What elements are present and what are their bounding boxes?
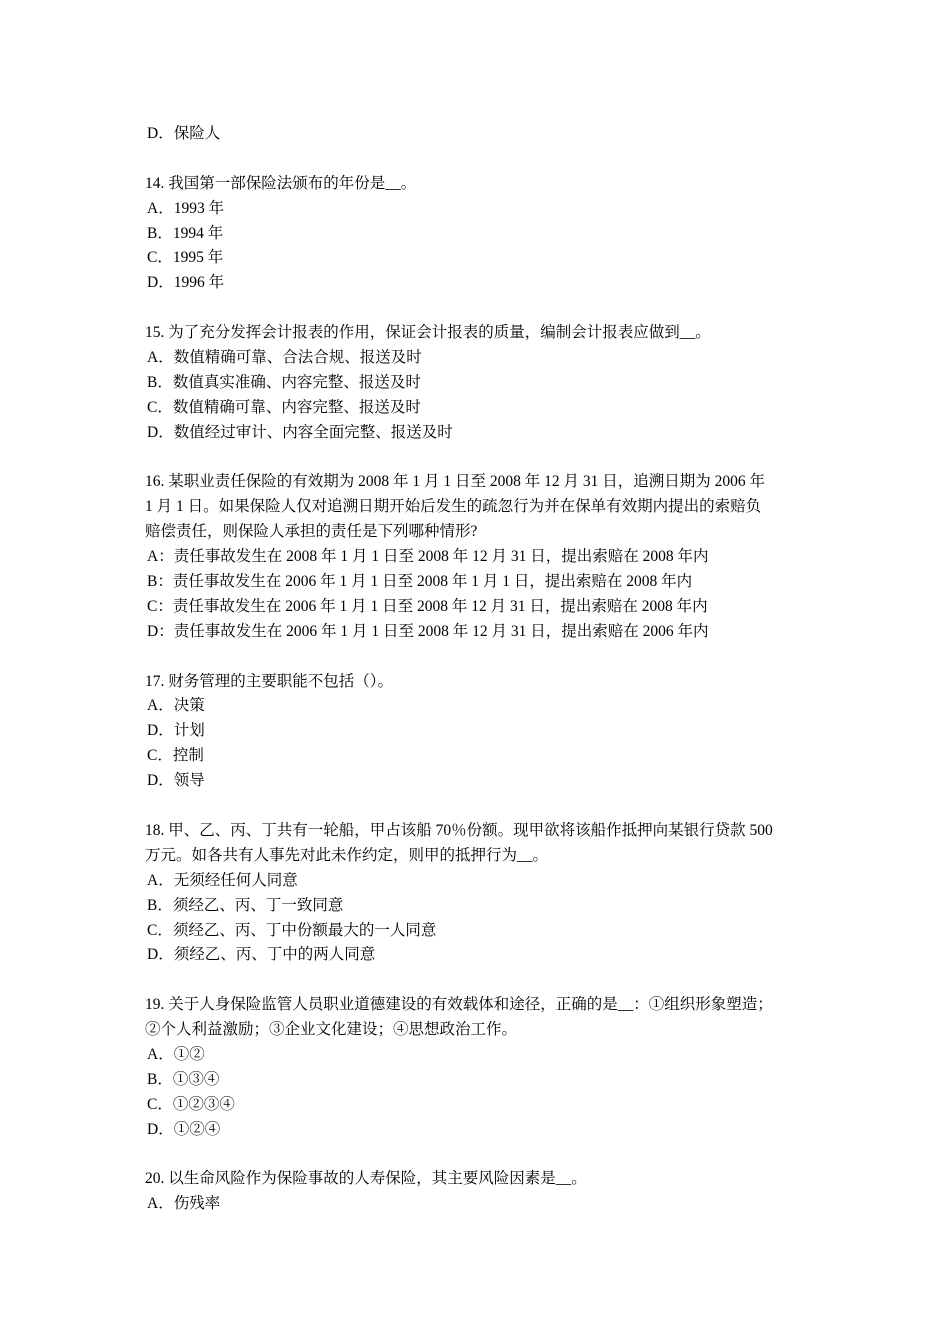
spacer [145,968,815,993]
question-17 [145,670,815,794]
option-b: B：责任事故发生在 2006 年 1 月 1 日至 2008 年 1 月 1 日，提出索赔在 2008 年内 [147,573,693,591]
question-stem: 17. 财务管理的主要职能不包括（）。 [145,672,394,690]
question-20 [145,1167,815,1217]
question-stem: 19. 关于人身保险监管人员职业道德建设的有效载体和途径，正确的是__：①组织形象塑造； [145,996,773,1014]
spacer [145,296,815,321]
spacer [145,147,815,172]
spacer [145,1143,815,1168]
question-stem: 16. 某职业责任保险的有效期为 2008 年 1 月 1 日至 2008 年 12 月 31 日，追溯日期为 2006 年 [145,473,766,491]
option-d: D．1996 年 [147,274,225,292]
option-c: C．数值精确可靠、内容完整、报送及时 [147,398,421,416]
option-a: A：责任事故发生在 2008 年 1 月 1 日至 2008 年 12 月 31 日，提出索赔在 2008 年内 [147,548,709,566]
option-c: C．①②③④ [147,1095,235,1113]
question-list [145,122,815,1217]
question-stem-continued: ②个人利益激励；③企业文化建设；④思想政治工作。 [145,1021,518,1039]
option-c: C．1995 年 [147,249,224,267]
option-d: D．须经乙、丙、丁中的两人同意 [147,946,376,964]
question-19 [145,993,815,1142]
option-d: D：责任事故发生在 2006 年 1 月 1 日至 2008 年 12 月 31 日，提出索赔在 2006 年内 [147,622,709,640]
option-d: D．领导 [147,772,205,790]
option-b: B．数值真实准确、内容完整、报送及时 [147,373,421,391]
option-b: B．①③④ [147,1070,220,1088]
question-18 [145,819,815,968]
question-stem-continued: 赔偿责任，则保险人承担的责任是下列哪种情形? [145,523,478,541]
option-a: A．数值精确可靠、合法合规、报送及时 [147,349,422,367]
option-b: D．计划 [147,722,205,740]
question-stem-continued: 1 月 1 日。如果保险人仅对追溯日期开始后发生的疏忽行为并在保单有效期内提出的索赔负 [145,498,762,516]
question-stem-continued: 万元。如各共有人事先对此未作约定，则甲的抵押行为__。 [145,846,549,864]
option-c: C．须经乙、丙、丁中份额最大的一人同意 [147,921,437,939]
question-15 [145,321,815,445]
option-d: D．数值经过审计、内容全面完整、报送及时 [147,423,453,441]
question-14 [145,172,815,296]
question-stem: 20. 以生命风险作为保险事故的人寿保险，其主要风险因素是__。 [145,1170,587,1188]
option-c: C．控制 [147,747,204,765]
option-c: C：责任事故发生在 2006 年 1 月 1 日至 2008 年 12 月 31 日，提出索赔在 2008 年内 [147,597,708,615]
question-stem: 18. 甲、乙、丙、丁共有一轮船，甲占该船 70％份额。现甲欲将该船作抵押向某银行贷款 500 [145,821,773,839]
option-a: A．伤残率 [147,1195,221,1213]
option-a: A．无须经任何人同意 [147,871,298,889]
question-16 [145,470,815,644]
option-a: A．1993 年 [147,199,225,217]
option-a: A．决策 [147,697,205,715]
spacer [145,645,815,670]
option-a: A．①② [147,1045,205,1063]
question-stem: 14. 我国第一部保险法颁布的年份是__。 [145,174,417,192]
option-b: B．须经乙、丙、丁一致同意 [147,896,344,914]
option-d: D．①②④ [147,1120,221,1138]
spacer [145,794,815,819]
spacer [145,446,815,471]
option-d-q13: D．保险人 [147,125,221,142]
question-stem: 15. 为了充分发挥会计报表的作用，保证会计报表的质量，编制会计报表应做到__。 [145,324,711,342]
option-b: B．1994 年 [147,224,224,242]
